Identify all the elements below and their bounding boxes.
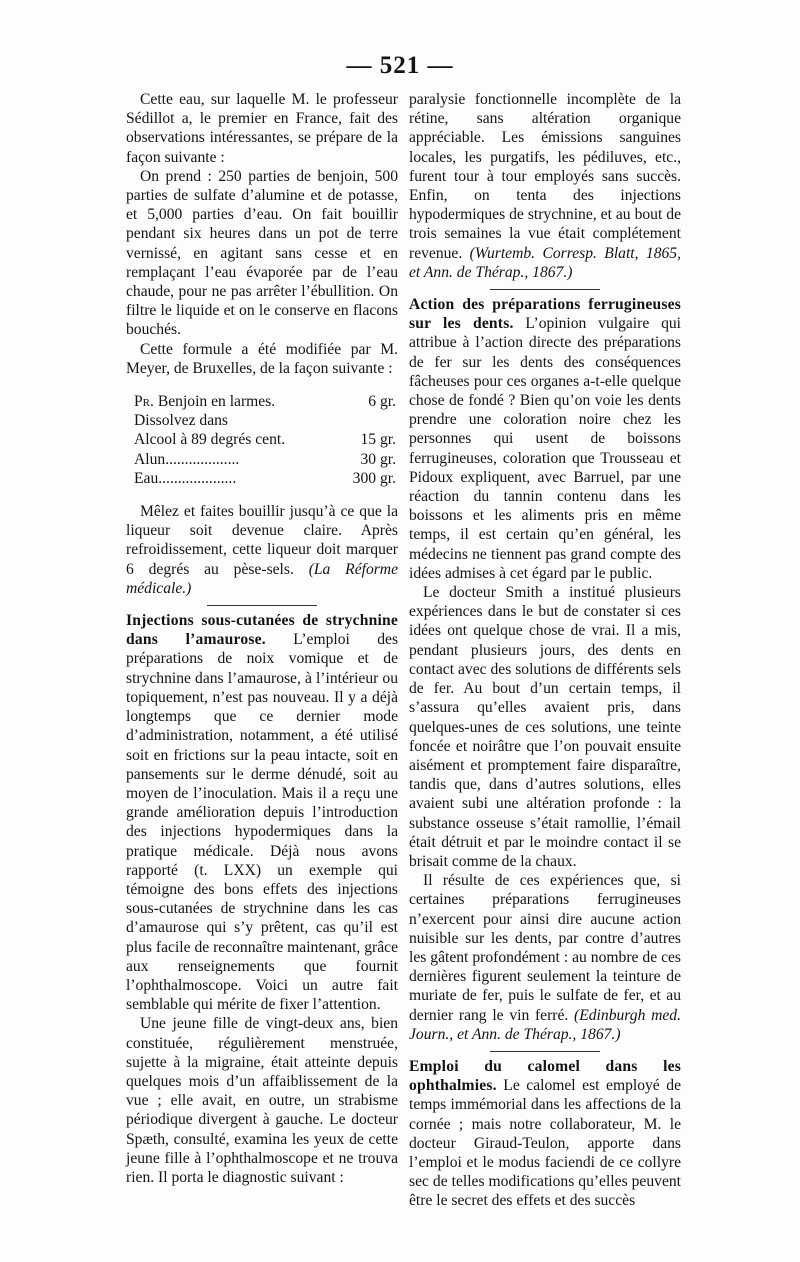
source-citation: (Wurtemb. Corresp. Blatt, 1865, et Ann. de Thérap., 1867.) [409, 244, 681, 281]
section-heading: Injections sous-cutanées de strychnine dans l’amaurose. [126, 612, 398, 649]
recipe-amount: 30 gr. [360, 450, 396, 468]
paragraph-text: Le calomel est employé de temps immémorial dans les affections de la cornée ; mais notre collaborateur, M. le docteur Giraud-Teulon, apporte dans l’emploi et le modus faciendi de ce collyre sec de telles modifications qu’elles peuvent être le secret des effets et des succès [409, 1077, 681, 1210]
recipe-ingredient: Alun................... [134, 450, 240, 468]
section-divider [490, 1051, 600, 1052]
paragraph-text: L’emploi des préparations de noix vomique et de strychnine dans l’amaurose, à l’intérieur ou topiquement, n’est pas nouveau. Il y a déjà longtemps que ce dernier mode d’administration, notamment, a été utilisé soit en frictions sur la peau intacte, soit en pansements sur le derme dénudé, soit au moyen de l’inoculation. Mais il a reçu une grande amélioration depuis l’introduction des injections hypodermiques dans la pratique médicale. Déjà nous avons rapporté (t. LXX) un exemple qui témoigne des bons effets des injections sous-cutanées de strychnine dans les cas d’amaurose qui s’y prêtent, cas qu’il est plus facile de reconnaître maintenant, grâce aux renseignements que fournit l’ophthalmoscope. Voici un autre fait semblable qui mérite de fixer l’attention. [126, 631, 399, 1014]
paragraph: On prend : 250 parties de benjoin, 500 parties de sulfate d’alumine et de potasse, et 5,000 parties d’eau. On fait bouillir pendant six heures dans un pot de terre vernissé, en agitant sans cesse et en remplaçant l’eau évaporée par de l’eau chaude, pour ne pas arrêter l’ébullition. On filtre le liquide et on le conserve en flacons bouchés. [126, 167, 398, 339]
section-divider [490, 289, 600, 290]
recipe-amount: 300 gr. [352, 469, 396, 487]
section-divider [207, 605, 317, 606]
section-paragraph [126, 611, 398, 1014]
paragraph: Une jeune fille de vingt-deux ans, bien constituée, régulièrement menstruée, sujette à la migraine, était atteinte depuis quelques mois d’un affaiblissement de la vue ; elle avait, en outre, un strabisme périodique divergent à gauche. Le docteur Spæth, consulté, examina les yeux de cette jeune fille à l’ophthalmoscope et ne trouva rien. Il porta le diagnostic suivant : [126, 1015, 398, 1186]
paragraph [409, 90, 681, 282]
recipe-line [134, 392, 398, 411]
paragraph: Cette formule a été modifiée par M. Meyer, de Bruxelles, de la façon suivante : [126, 340, 398, 377]
page-number: — 521 — [346, 52, 454, 79]
paragraph: Cette eau, sur laquelle M. le professeur Sédillot a, le premier en France, fait des observations intéressantes, se prépare de la façon suivante : [126, 91, 398, 166]
recipe-line [134, 430, 398, 449]
paragraph: Le docteur Smith a institué plusieurs expériences dans le but de constater si ces idées ont quelque chose de vrai. Il a mis, pendant plusieurs jours, des dents en contact avec des solutions de différents sels de fer. Au bout d’un certain temps, il s’assura qu’elles avaient pris, dans quelques-unes de ces solutions, une teinte foncée et noirâtre que l’on pouvait ensuite aisément et promptement faire disparaître, tandis que, dans d’autres solutions, elles avaient subi une altération profonde : la substance osseuse s’était ramollie, l’émail était détruit et par le moindre contact il se brisait comme de la chaux. [409, 584, 681, 870]
source-citation: (Edinburgh med. Journ., et Ann. de Thérap., 1867.) [409, 1006, 681, 1043]
source-citation: (La Réforme médicale.) [126, 560, 398, 597]
paragraph-text: Il résulte de ces expériences que, si certaines préparations ferrugineuses n’exercent pour ainsi dire aucune action nuisible sur les dents, par contre d’autres les gâtent profondément : au nombre de ces dernières figurent seulement la teinture de muriate de fer, puis le sulfate de fer, et au dernier rang le vin ferré. [409, 872, 681, 1024]
recipe-line [134, 450, 398, 469]
paragraph [409, 871, 681, 1044]
recipe-amount: 6 gr. [368, 393, 396, 411]
paragraph [126, 502, 398, 598]
paragraph-text: paralysie fonctionnelle incomplète de la rétine, sans altération organique appréciable. Les émissions sanguines locales, les purgatifs, les pédiluves, etc., furent tour à tour employés sans succès. Enfin, on tenta des injections hypodermiques de strychnine, et au bout de trois semaines la vue était complétement revenue. [409, 91, 681, 262]
paragraph-text: Mêlez et faites bouillir jusqu’à ce que la liqueur soit devenue claire. Après refroidissement, cette liqueur doit marquer 6 degrés au pèse-sels. [126, 503, 398, 578]
section-paragraph [409, 1057, 681, 1211]
recipe-ingredient: Eau.................... [134, 469, 237, 487]
left-column [126, 90, 398, 1187]
recipe-ingredient: Benjoin en larmes. [153, 393, 276, 411]
recipe-instruction: Dissolvez dans [134, 412, 228, 430]
section-heading: Action des préparations ferrugineuses sur les dents. [409, 296, 681, 333]
paragraph-text: L’opinion vulgaire qui attribue à l’action directe des préparations de fer sur les dents des conséquences fâcheuses pour ces organes a-t-elle quelque chose de fondé ? Bien qu’on voie les dents prendre une coloration noire chez les personnes qui usent de boissons ferrugineuses, coloration que Trousseau et Pidoux expliquent, avec Barruel, par une réaction du tannin contenu dans les boissons et les aliments pris en même temps, il est certain qu’en général, les médecins ne tiennent pas grand compte des idées admises à cet égard par le public. [409, 315, 681, 582]
recipe-line [134, 469, 398, 488]
right-column [409, 90, 681, 1211]
section-heading: Emploi du calomel dans les ophthalmies. [409, 1057, 681, 1095]
recipe-formula [134, 392, 398, 488]
recipe-ingredient: Alcool à 89 degrés cent. [134, 431, 286, 449]
recipe-prefix: Pr. [134, 393, 154, 411]
recipe-amount: 15 gr. [360, 431, 396, 449]
section-paragraph [409, 295, 681, 583]
